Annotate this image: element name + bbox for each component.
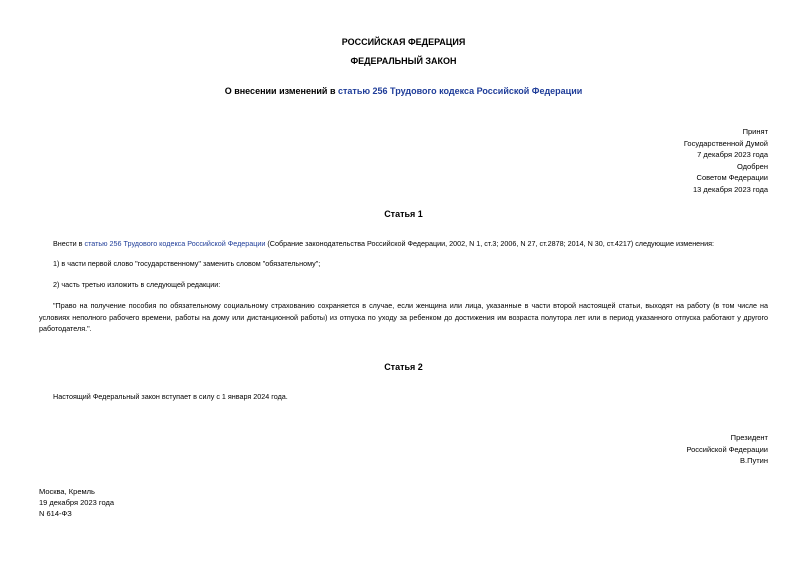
adoption-line: Государственной Думой bbox=[683, 138, 768, 148]
signature-line: Президент bbox=[730, 433, 768, 442]
footer-line: Москва, Кремль bbox=[39, 487, 95, 496]
article-1-item-2: 2) часть третью изложить в следующей редакции: bbox=[53, 280, 221, 289]
article-1-heading: Статья 1 bbox=[384, 209, 423, 219]
adoption-block bbox=[684, 126, 768, 195]
adoption-line: 7 декабря 2023 года bbox=[697, 150, 768, 159]
law-title-prefix: О внесении изменений в bbox=[224, 86, 338, 96]
article-2-heading: Статья 2 bbox=[384, 362, 423, 372]
signature-line: В.Путин bbox=[740, 456, 768, 465]
footer-block bbox=[39, 486, 114, 519]
adoption-line: Советом Федерации bbox=[696, 173, 768, 182]
document-type-heading: ФЕДЕРАЛЬНЫЙ ЗАКОН bbox=[350, 56, 457, 66]
adoption-line: 13 декабря 2023 года bbox=[692, 184, 768, 194]
article-1-intro bbox=[39, 238, 768, 250]
country-heading: РОССИЙСКАЯ ФЕДЕРАЦИЯ bbox=[341, 37, 466, 47]
article-1-item-1: 1) в части первой слово "государственному" заменить словом "обязательному"; bbox=[53, 259, 321, 268]
law-title bbox=[0, 86, 807, 96]
footer-line: N 614-ФЗ bbox=[39, 509, 72, 518]
law-title-link[interactable]: статью 256 Трудового кодекса Российской Федерации bbox=[338, 86, 583, 96]
signature-line: Российской Федерации bbox=[686, 444, 768, 454]
footer-line: 19 декабря 2023 года bbox=[39, 498, 115, 507]
signature-block bbox=[686, 432, 768, 467]
intro-suffix: (Собрание законодательства Российской Федерации, 2002, N 1, ст.3; 2006, N 27, ст.2878; 2014, N 30, ст.4217) следующие изменения: bbox=[265, 239, 715, 248]
adoption-line: Одобрен bbox=[737, 161, 768, 171]
article-1-quote: "Право на получение пособия по обязательному социальному страхованию сохраняется в случае, если женщина или лица, указанные в части второй настоящей статьи, выходят на работу (в том числе на условиях неполного рабочего времени, работы на дому или дистанционной работы) из отпуска по уходу за ребенком до достижения им возраста полутора лет или в период указанного отпуска работают у другого работодателя.". bbox=[39, 301, 768, 333]
adoption-line: Принят bbox=[742, 127, 768, 136]
intro-link[interactable]: статью 256 Трудового кодекса Российской Федерации bbox=[84, 239, 266, 248]
article-2-text: Настоящий Федеральный закон вступает в силу с 1 января 2024 года. bbox=[53, 392, 288, 401]
intro-prefix: Внести в bbox=[53, 239, 85, 248]
